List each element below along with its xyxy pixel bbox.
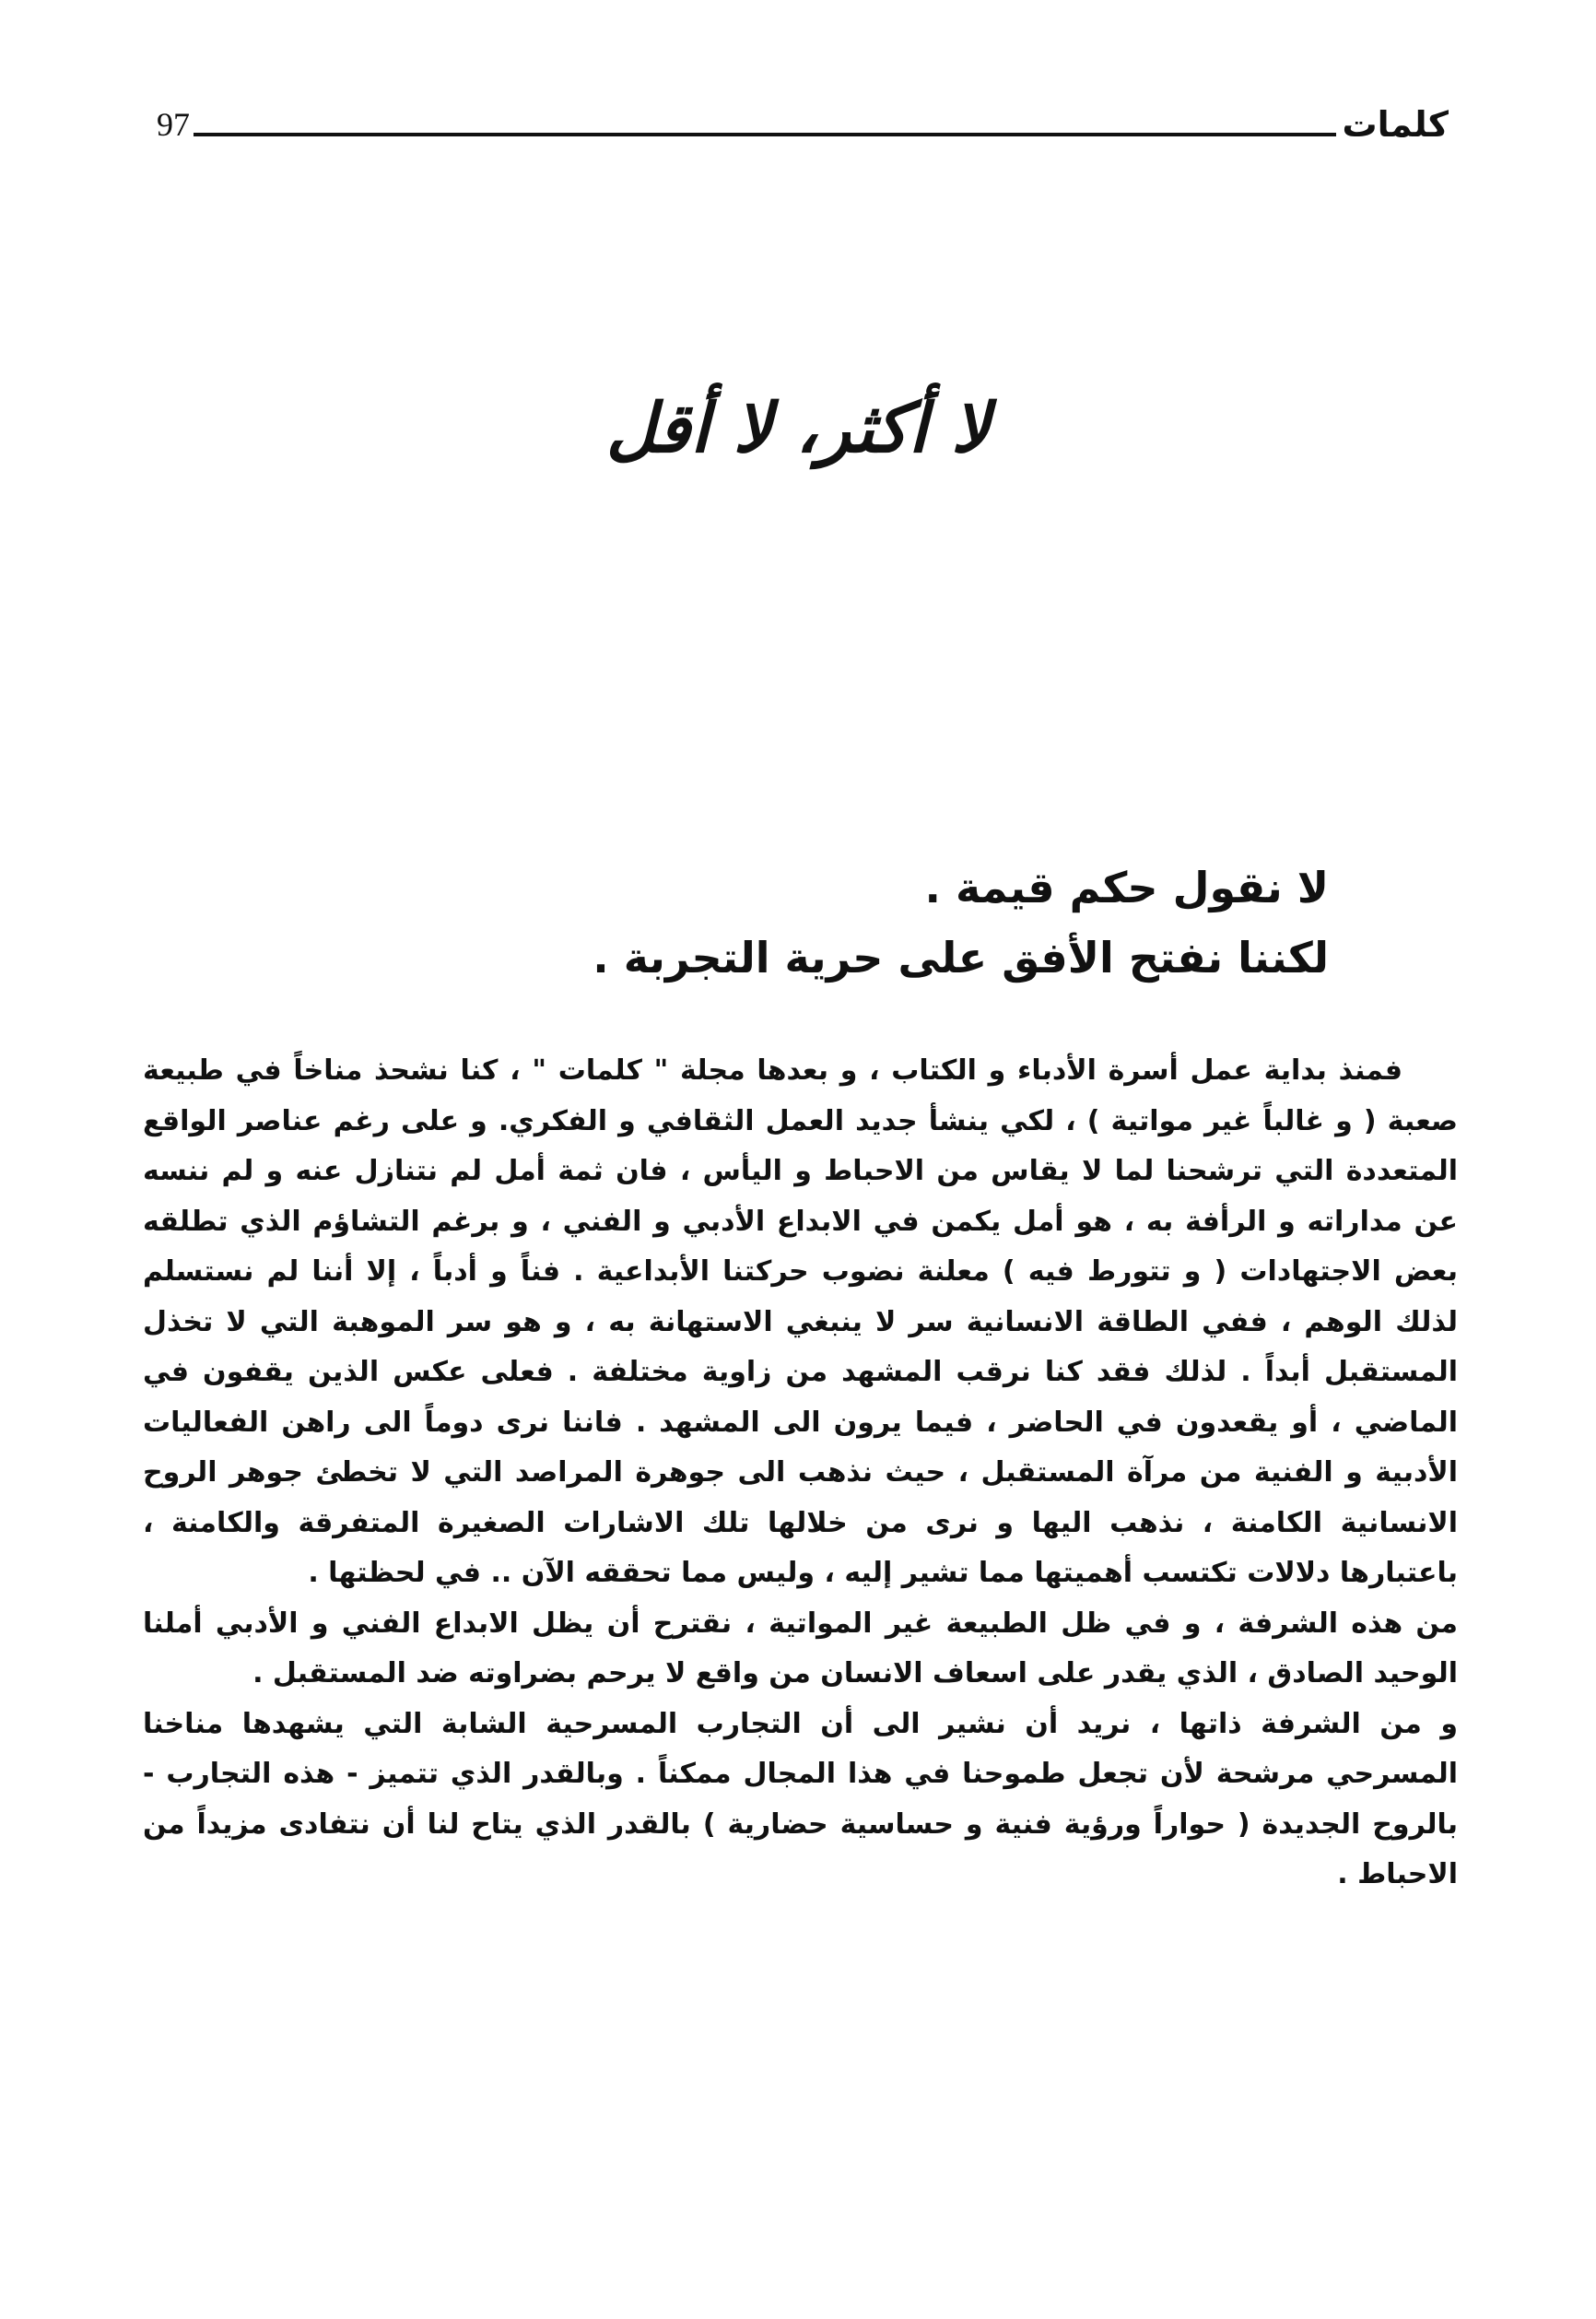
running-header [157, 101, 1449, 147]
header-rule [194, 133, 1336, 136]
article-title: لا أكثر، لا أقل [605, 389, 991, 468]
body-paragraph: فمنذ بداية عمل أسرة الأدباء و الكتاب ، و بعدها مجلة " كلمات " ، كنا نشحذ مناخاً في طبيعة صعبة ( و غالباً غير مواتية ) ، لكي ينشأ جديد العمل الثقافي و الفكري. و على رغم عناصر الواقع المتعددة التي ترشحنا لما لا يقاس من الاحباط و اليأس ، فان ثمة أمل لم نتنازل عنه و لم ننسه عن مداراته و الرأفة به ، هو أمل يكمن في الابداع الأدبي و الفني ، و برغم التشاؤم الذي تطلقه بعض الاجتهادات ( و تتورط فيه ) معلنة نضوب حركتنا الأبداعية . فناً و أدباً ، إلا أننا لم نستسلم لذلك الوهم ، ففي الطاقة الانسانية سر لا ينبغي الاستهانة به ، و هو سر الموهبة التي لا تخذل المستقبل أبداً . لذلك فقد كنا نرقب المشهد من زاوية مختلفة . فعلى عكس الذين يقفون في الماضي ، أو يقعدون في الحاضر ، فيما يرون الى المشهد . فاننا نرى دوماً الى راهن الفعاليات الأدبية و الفنية من مرآة المستقبل ، حيث نذهب الى جوهرة المراصد التي لا تخطئ جوهر الروح الانسانية الكامنة ، نذهب اليها و نرى من خلالها تلك الاشارات الصغيرة المتفرقة والكامنة ، باعتبارها دلالات تكتسب أهميتها مما تشير إليه ، وليس مما تحققه الآن .. في لحظتها . [143, 1054, 1458, 1589]
epigraph [223, 853, 1329, 993]
body-paragraph: و من الشرفة ذاتها ، نريد أن نشير الى أن التجارب المسرحية الشابة التي يشهدها مناخنا المسرحي مرشحة لأن تجعل طموحنا في هذا المجال ممكناً . وبالقدر الذي تتميز - هذه التجارب - بالروح الجديدة ( حواراً ورؤية فنية و حساسية حضارية ) بالقدر الذي يتاح لنا أن نتفادى مزيداً من الاحباط . [143, 1707, 1458, 1890]
article-body [143, 1046, 1458, 1901]
journal-name: كلمات [1342, 104, 1449, 145]
epigraph-line: لكننا نفتح الأفق على حرية التجربة . [593, 933, 1329, 983]
body-paragraph: من هذه الشرفة ، و في ظل الطبيعة غير المواتية ، نقترح أن يظل الابداع الفني و الأدبي أملنا الوحيد الصادق ، الذي يقدر على اسعاف الانسان من واقع لا يرحم بضراوته ضد المستقبل . [143, 1607, 1458, 1689]
epigraph-line: لا نقول حكم قيمة . [924, 863, 1329, 912]
page-number: 97 [157, 106, 190, 143]
